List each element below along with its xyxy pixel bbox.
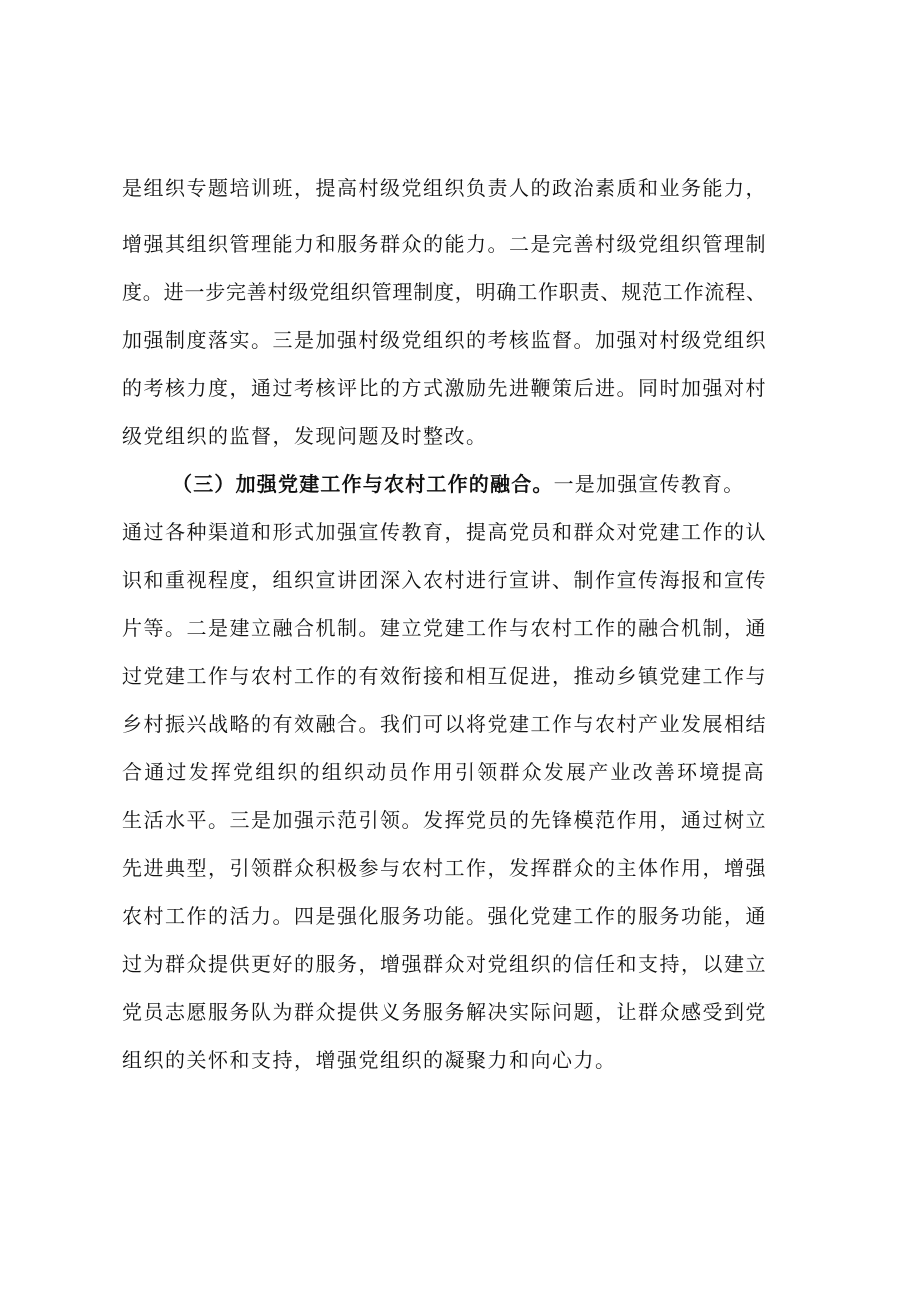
paragraph-line: 党员志愿服务队为群众提供义务服务解决实际问题，让群众感受到党 xyxy=(122,1000,767,1024)
paragraph-line: 加强制度落实。三是加强村级党组织的考核监督。加强对村级党组织 xyxy=(122,328,767,352)
heading-line-rest: 一是加强宣传教育。 xyxy=(553,472,745,496)
paragraph-line: 识和重视程度，组织宣讲团深入农村进行宣讲、制作宣传海报和宣传 xyxy=(122,568,767,592)
paragraph-line: 通过各种渠道和形式加强宣传教育，提高党员和群众对党建工作的认 xyxy=(122,520,767,544)
paragraph-line: 度。进一步完善村级党组织管理制度，明确工作职责、规范工作流程、 xyxy=(122,280,767,304)
paragraph-line: 片等。二是建立融合机制。建立党建工作与农村工作的融合机制，通 xyxy=(122,616,767,640)
paragraph-line: 级党组织的监督，发现问题及时整改。 xyxy=(122,424,488,448)
section-heading-line xyxy=(172,470,744,498)
paragraph-line: 合通过发挥党组织的组织动员作用引领群众发展产业改善环境提高 xyxy=(122,760,766,784)
paragraph-line: 农村工作的活力。四是强化服务功能。强化党建工作的服务功能，通 xyxy=(122,904,767,928)
paragraph-line: 的考核力度，通过考核评比的方式激励先进鞭策后进。同时加强对村 xyxy=(122,376,767,400)
paragraph-line: 增强其组织管理能力和服务群众的能力。二是完善村级党组织管理制 xyxy=(122,232,767,256)
paragraph-line: 先进典型，引领群众积极参与农村工作，发挥群众的主体作用，增强 xyxy=(122,856,767,880)
paragraph-line: 生活水平。三是加强示范引领。发挥党员的先锋模范作用，通过树立 xyxy=(122,808,767,832)
section-heading: （三）加强党建工作与农村工作的融合。 xyxy=(172,472,554,496)
paragraph-line: 是组织专题培训班，提高村级党组织负责人的政治素质和业务能力， xyxy=(122,176,767,200)
paragraph-line: 乡村振兴战略的有效融合。我们可以将党建工作与农村产业发展相结 xyxy=(122,712,767,736)
paragraph-line: 组织的关怀和支持，增强党组织的凝聚力和向心力。 xyxy=(122,1048,617,1072)
paragraph-line: 过为群众提供更好的服务，增强群众对党组织的信任和支持，以建立 xyxy=(122,952,767,976)
paragraph-line: 过党建工作与农村工作的有效衔接和相互促进，推动乡镇党建工作与 xyxy=(122,664,767,688)
